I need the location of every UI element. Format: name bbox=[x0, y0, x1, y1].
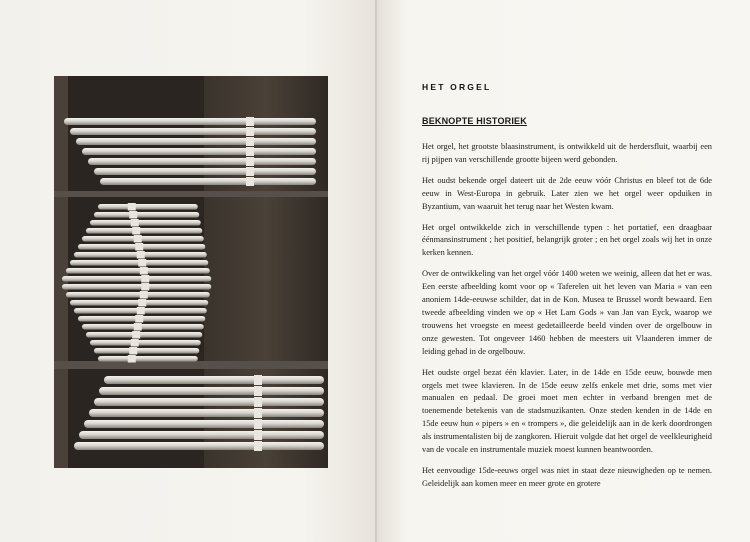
pipe-mouth bbox=[254, 397, 262, 407]
pipe-mouth bbox=[140, 291, 148, 299]
pipe-mouth bbox=[131, 219, 139, 227]
pipe-mouth bbox=[254, 386, 262, 396]
paragraph: Het orgel ontwikkelde zich in verschillende typen : het portatief, een draagbaar éénmansinstrument ; het positief, belangrijk groter ; en het orgel zoals wij het in onze kerken kennen. bbox=[422, 222, 712, 258]
pipe-mouth bbox=[140, 267, 148, 275]
organ-pipes-photo bbox=[54, 76, 328, 468]
organ-pipe bbox=[62, 276, 211, 282]
pipe-mouth bbox=[137, 307, 145, 315]
organ-pipe bbox=[70, 128, 316, 135]
paragraph: Het oudst bekende orgel dateert uit de 2de eeuw vóór Christus en bleef tot de 6de eeuw in West-Europa in gebruik. Later zien we het orgel weer opduiken in Byzantium, van waaruit het terug naar het Westen kwam. bbox=[422, 175, 712, 211]
paragraph: Het eenvoudige 15de-eeuws orgel was niet in staat deze nieuwigheden op te nemen. Geleidelijk aan komen meer en meer grote en grotere bbox=[422, 465, 712, 488]
organ-pipe bbox=[64, 118, 316, 125]
pipe-mouth bbox=[246, 137, 254, 146]
organ-pipe bbox=[88, 158, 316, 165]
organ-pipe bbox=[98, 204, 198, 210]
organ-pipe bbox=[76, 138, 316, 145]
organ-pipe bbox=[98, 356, 198, 362]
pipe-mouth bbox=[138, 299, 146, 307]
pipe-mouth bbox=[128, 203, 136, 211]
organ-pipe bbox=[84, 420, 324, 428]
organ-pipe bbox=[104, 376, 324, 384]
pipe-mouth bbox=[246, 177, 254, 186]
pipe-mouth bbox=[254, 441, 262, 451]
pipe-mouth bbox=[132, 331, 140, 339]
paragraph: Over de ontwikkeling van het orgel vóór 1400 weten we weinig, alleen dat het er was. Een eerste afbeelding komt voor op « Taferelen uit het leven van Maria » van een anoniem 14de-eeuwse schilder, dat in de Kon. Musea te Brussel wordt bewaard. Een tweede afbeelding vinden we op « Het Lam Gods » van Jan van Eyck, waarop we trouwens het vroegste en meest gedetailleerde beeld vinden over de orgelbouw in onze gewesten. Tot ongeveer 1460 hebben de meesters uit Vlaanderen immer de leiding gehad in de orgelbouw. bbox=[422, 269, 712, 356]
pipe-mouth bbox=[246, 127, 254, 136]
organ-pipe bbox=[66, 268, 210, 274]
pipe-mouth bbox=[135, 315, 143, 323]
organ-pipe bbox=[74, 442, 324, 450]
pipe-mouth bbox=[129, 211, 137, 219]
organ-pipe bbox=[99, 387, 324, 395]
paragraph: Het orgel, het grootste blaasinstrument, is ontwikkeld uit de herdersfluit, waarbij een rij pijpen van verschillende grootte bijeen werd gebonden. bbox=[422, 142, 712, 164]
organ-pipe bbox=[89, 409, 324, 417]
organ-pipe bbox=[82, 324, 204, 330]
pipe-mouth bbox=[129, 347, 137, 355]
pipe-mouth bbox=[254, 375, 262, 385]
organ-pipe bbox=[94, 348, 199, 354]
organ-pipe bbox=[100, 178, 316, 185]
organ-pipe bbox=[90, 220, 201, 226]
organ-pipe bbox=[82, 148, 316, 155]
organ-pipe bbox=[94, 168, 316, 175]
pipe-mouth bbox=[132, 227, 140, 235]
organ-pipe bbox=[79, 431, 324, 439]
pipe-mouth bbox=[134, 235, 142, 243]
pipe-mouth bbox=[246, 167, 254, 176]
organ-pipes-image bbox=[54, 76, 328, 468]
pipe-mouth bbox=[138, 259, 146, 267]
organ-pipe bbox=[86, 228, 202, 234]
organ-pipe bbox=[62, 284, 211, 290]
pipe-mouth bbox=[141, 275, 149, 283]
pipe-mouth bbox=[254, 408, 262, 418]
pipe-mouth bbox=[141, 283, 149, 291]
organ-pipe bbox=[86, 332, 202, 338]
organ-pipe bbox=[94, 398, 324, 406]
organ-pipe bbox=[94, 212, 199, 218]
pipe-mouth bbox=[246, 117, 254, 126]
pipe-mouth bbox=[131, 339, 139, 347]
section-title: HET ORGEL bbox=[422, 82, 492, 92]
pipe-mouth bbox=[254, 419, 262, 429]
pipe-mouth bbox=[246, 147, 254, 156]
organ-pipe bbox=[82, 236, 204, 242]
pipe-mouth bbox=[254, 430, 262, 440]
paragraph: Het oudste orgel bezat één klavier. Later, in de 14de en 15de eeuw, bouwde men orgels met twee klavieren. In de 15de eeuw zelfs enkele met drie, soms met vier manualen en pedaal. De groei moet men echter in verband brengen met de toenemende betekenis van de stadsmuzikanten. Onze steden kenden in de 14de en 15de eeuw hun « pipers » en « trompers », die geleidelijk aan in de kerk doordrongen als instrumentalisten bij de zangkoren. Hieruit volgde dat het orgel de veelkleurigheid van de vocale en instrumentale muziek moest kunnen beantwoorden. bbox=[422, 367, 712, 455]
pipe-mouth bbox=[137, 251, 145, 259]
organ-pipe bbox=[90, 340, 201, 346]
pipe-mouth bbox=[246, 157, 254, 166]
article bbox=[422, 82, 712, 499]
article-subtitle: BEKNOPTE HISTORIEK bbox=[422, 116, 527, 126]
pipe-mouth bbox=[134, 323, 142, 331]
organ-pipe bbox=[66, 292, 210, 298]
pipe-mouth bbox=[135, 243, 143, 251]
pipe-mouth bbox=[128, 355, 136, 363]
